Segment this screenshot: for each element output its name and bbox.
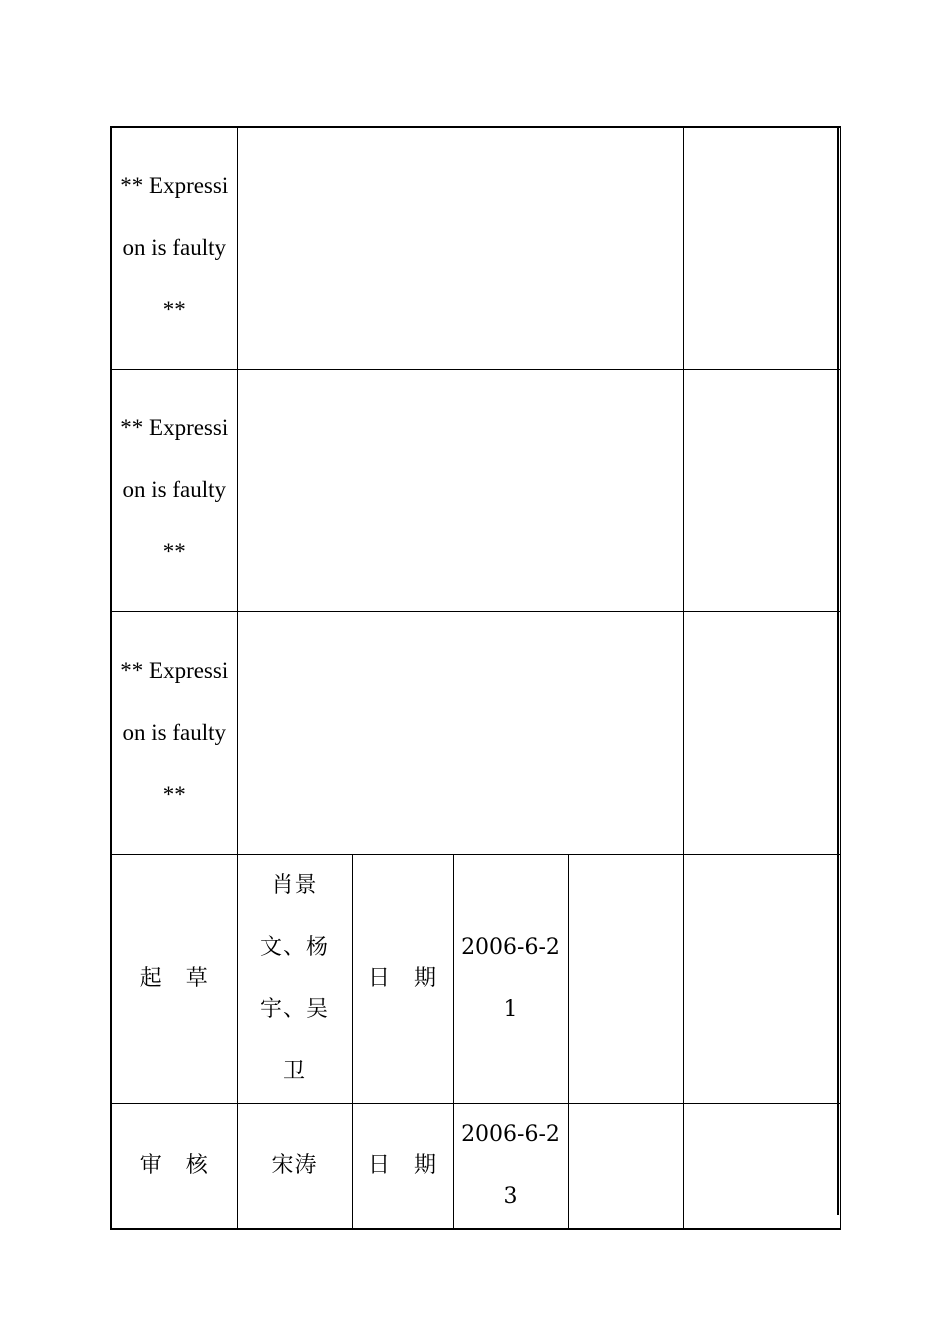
content-cell [237,611,683,854]
draft-remark-cell [683,854,840,1103]
expression-error-text: ** Expression is faulty ** [120,415,229,564]
expression-error-cell [111,127,237,369]
table-row [111,611,840,854]
review-person: 宋涛 [237,1103,352,1229]
draft-date: 2006-6-21 [453,854,568,1103]
review-date-label: 日 期 [352,1103,453,1229]
content-cell [237,369,683,611]
review-date: 2006-6-23 [453,1103,568,1229]
draft-person: 肖景文、杨宇、吴卫 [237,854,352,1103]
review-remark-cell [683,1103,840,1229]
remark-cell [683,369,840,611]
review-row [111,1103,840,1229]
draft-row [111,854,840,1103]
table-row [111,369,840,611]
remark-cell [683,127,840,369]
expression-error-text: ** Expression is faulty ** [120,657,229,807]
review-extra-cell [568,1103,683,1229]
table-row [111,127,840,369]
remark-cell [683,611,840,854]
draft-date-label: 日 期 [352,854,453,1103]
table-right-border [837,126,839,1215]
expression-error-cell [111,369,237,611]
expression-error-cell [111,611,237,854]
approval-table [110,126,841,1230]
review-label: 审 核 [111,1103,237,1229]
content-cell [237,127,683,369]
expression-error-text: ** Expression is faulty ** [120,173,229,323]
document-sheet [110,126,839,1214]
draft-extra-cell [568,854,683,1103]
draft-label: 起 草 [111,854,237,1103]
